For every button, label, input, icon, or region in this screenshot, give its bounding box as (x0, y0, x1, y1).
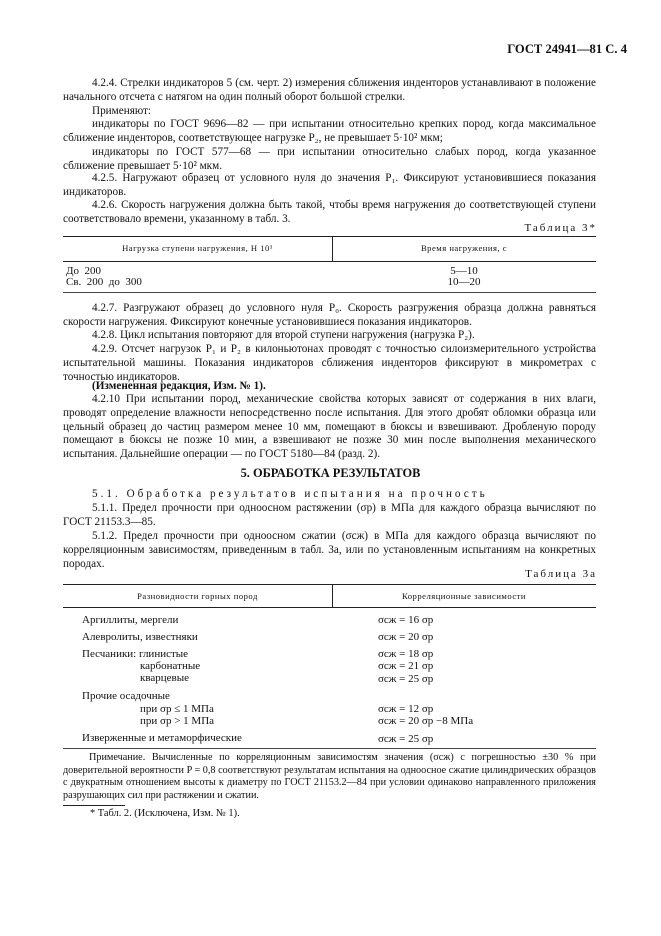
para-5-1: 5.1. Обработка результатов испытания на прочность (92, 488, 488, 500)
para-4-2-8: 4.2.8. Цикл испытания повторяют для второй ступени нагружения (нагрузка P₂). (92, 329, 475, 341)
table3a-corr: σсж = 12 σр (378, 703, 434, 715)
table3a-corr: σсж = 20 σр −8 МПа (378, 715, 474, 727)
page-header: ГОСТ 24941—81 С. 4 (507, 42, 627, 56)
table3-row1-time: 5—10 (450, 265, 478, 277)
table3a-bottom-rule (63, 748, 596, 749)
table3a-rock: при σр ≤ 1 МПа (140, 703, 214, 715)
table3a-caption: Таблица 3а (525, 568, 597, 580)
table3a-corr: σсж = 16 σр (378, 614, 434, 626)
table3-caption: Таблица 3* (524, 222, 597, 234)
table3a-top-rule (63, 584, 596, 585)
table3a-header-rule (63, 607, 596, 608)
table3a-rock: Аргиллиты, мергели (82, 614, 179, 626)
table3-row2-load: Св. 200 до 300 (66, 276, 142, 288)
table3a-rock: Алевролиты, известняки (82, 631, 198, 643)
table3-bottom-rule (63, 292, 596, 293)
footnote: * Табл. 2. (Исключена, Изм. № 1). (90, 808, 240, 819)
para-4-2-7: 4.2.7. Разгружают образец до условного нуля P₀. Скорость разгружения образца должна равняться скорости нагружения. Фиксируют конечные установившиеся показания индикаторов. (63, 302, 596, 328)
table3-col2: Время нагружения, с (420, 243, 508, 253)
table3a-corr: σсж = 25 σр (378, 673, 434, 685)
para-5-1-2: 5.1.2. Предел прочности при одноосном сжатии (σсж) в МПа для каждого образца вычисляют по корреляционным зависимостям, приведенным в табл. 3а, или по установленным испытаниям на конкретных породах. (63, 530, 596, 570)
table3a-corr: σсж = 18 σр (378, 648, 434, 660)
table3a-corr: σсж = 21 σр (378, 660, 434, 672)
table3a-rock: Прочие осадочные (82, 690, 170, 702)
para-indicators-577: индикаторы по ГОСТ 577—68 — при испытании относительно слабых пород, когда указанное сближение превышает 5·10² мкм. (63, 146, 596, 172)
para-indicators-9696: индикаторы по ГОСТ 9696—82 — при испытании относительно крепких пород, когда максимальное сближение инденторов, соответствующее нагрузке P₂, не превышает 5·10² мкм; (63, 118, 596, 144)
table3-col1: Нагрузка ступени нагружения, Н 10¹ (122, 243, 273, 253)
table3-row1-load: До 200 (66, 265, 102, 277)
para-4-2-6: 4.2.6. Скорость нагружения должна быть такой, чтобы время нагружения до соответствующей ступени соответствовало времени, указанному в табл. 3. (63, 199, 596, 225)
section-title: 5. ОБРАБОТКА РЕЗУЛЬТАТОВ (240, 466, 421, 480)
para-4-2-9: 4.2.9. Отсчет нагрузок P₁ и P₂ в килоньютонах проводят с точностью силоизмерительного устройства испытательной машины. Показания индикаторов сближения инденторов фиксируют в микрометрах с точностью индикаторов. (63, 343, 596, 383)
table3-header-rule (63, 261, 596, 262)
table3a-corr: σсж = 20 σр (378, 631, 434, 643)
table3a-note: Примечание. Вычисленные по корреляционным зависимостям значения (σсж) с погрешностью ±30 % при доверительной вероятности P = 0,8 соответствуют результатам испытания на одноосное сжатие цилиндрических образцов с двукратным отношением высоты к диаметру по ГОСТ 21153.2—84 при условии одинаково направленного приложения разрушающих сил при растяжении и сжатии. (63, 752, 596, 801)
para-4-2-10: 4.2.10 При испытании пород, механические свойства которых зависят от содержания в них влаги, проводят определение влажности непосредственно после испытания. Для этого дробят обломки образца или цельный образец до частиц размером менее 10 мм, помещают в бюксы и взвешивают. Дробленую породу помещают в бюксы не позже 10 мин, а взвешивают не позже 30 мин после выполнения механического испытания. Дальнейшие операции — по ГОСТ 5180—84 (разд. 2). (63, 393, 596, 461)
table3a-rock: Изверженные и метаморфические (82, 732, 242, 744)
table3-row2-time: 10—20 (447, 276, 481, 288)
table3a-rock: кварцевые (140, 672, 190, 684)
table3-top-rule (63, 236, 596, 237)
para-4-2-5: 4.2.5. Нагружают образец от условного нуля до значения P₁. Фиксируют установившиеся показания индикаторов. (63, 172, 596, 198)
table3a-rock: Песчаники: глинистые (82, 648, 189, 660)
footnote-rule (63, 805, 125, 806)
table3a-corr: σсж = 25 σр (378, 733, 434, 745)
para-5-1-1: 5.1.1. Предел прочности при одноосном растяжении (σр) в МПа для каждого образца вычисляют по ГОСТ 21153.3—85. (63, 502, 596, 528)
para-apply: Применяют: (92, 105, 152, 117)
para-amendment: (Измененная редакция, Изм. № 1). (92, 380, 266, 392)
table3a-col1: Разновидности горных пород (137, 591, 258, 601)
para-4-2-4: 4.2.4. Стрелки индикаторов 5 (см. черт. 2) измерения сближения инденторов устанавливают в положение начального отсчета с натягом на один полный оборот большой стрелки. (63, 77, 596, 103)
table3a-col2: Корреляционные зависимости (401, 591, 527, 601)
table3a-rock: при σр > 1 МПа (140, 715, 215, 727)
table3a-rock: карбонатные (140, 660, 201, 672)
